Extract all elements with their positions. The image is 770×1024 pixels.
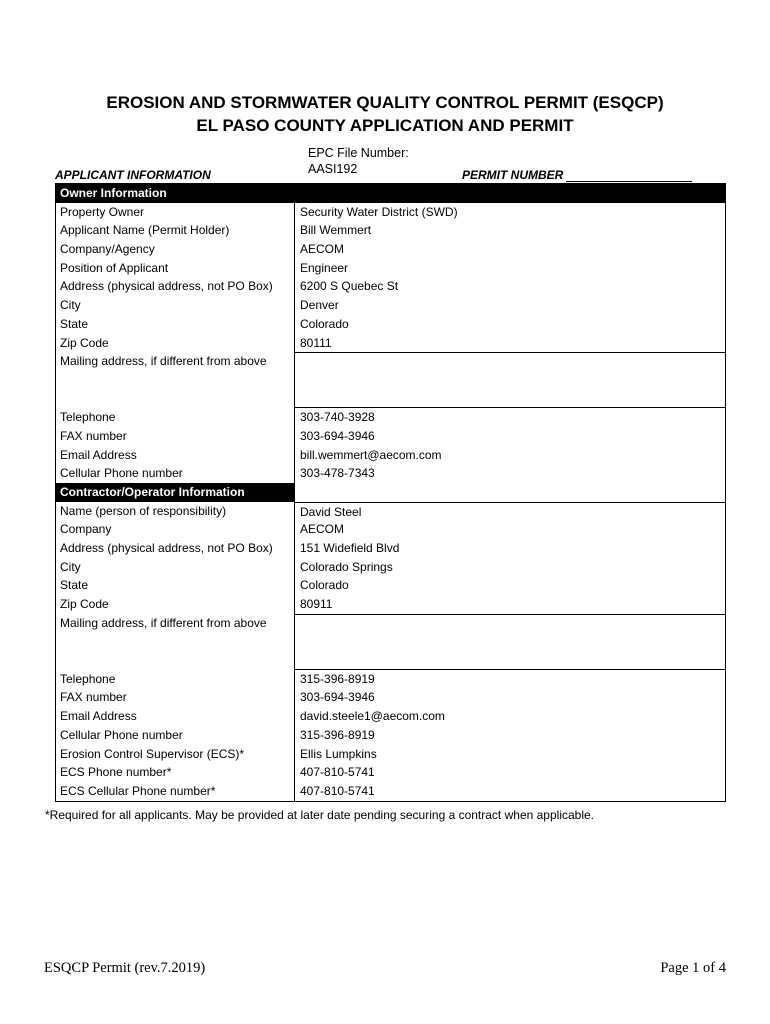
field-value: 303-478-7343 (300, 466, 375, 481)
form-row (56, 464, 725, 483)
form-row (56, 446, 725, 465)
field-value: 6200 S Quebec St (300, 279, 399, 294)
form-row (56, 277, 725, 296)
owner-mailing-value (295, 352, 725, 408)
form-row (56, 745, 725, 764)
contractor-section-header (56, 483, 725, 502)
field-label: Cellular Phone number (56, 464, 295, 483)
field-value: 80111 (300, 335, 332, 350)
contractor-section-fill (295, 483, 725, 502)
field-label: Mailing address, if different from above (56, 352, 295, 408)
field-label: Cellular Phone number (56, 726, 295, 745)
field-value: Colorado Springs (300, 559, 393, 574)
field-value: Bill Wemmert (300, 223, 372, 238)
owner-section-title: Owner Information (56, 184, 295, 203)
field-value: 303-740-3928 (300, 410, 375, 425)
field-value: 303-694-3946 (300, 428, 375, 443)
field-label: Telephone (56, 408, 295, 427)
field-label: Mailing address, if different from above (56, 614, 295, 670)
field-label: Position of Applicant (56, 259, 295, 278)
form-row (56, 315, 725, 334)
field-label: Company (56, 520, 295, 539)
required-footnote: *Required for all applicants. May be provided at later date pending securing a contract when applicable. (45, 808, 594, 822)
form-row (56, 595, 725, 614)
form-row (56, 296, 725, 315)
form-row (56, 221, 725, 240)
applicant-form-table (55, 183, 726, 802)
field-label: ECS Cellular Phone number* (56, 782, 295, 801)
footer-page-number: Page 1 of 4 (660, 960, 726, 976)
footer-revision: ESQCP Permit (rev.7.2019) (44, 960, 206, 976)
document-subtitle: EL PASO COUNTY APPLICATION AND PERMIT (196, 116, 574, 135)
form-row (56, 539, 725, 558)
owner-section-header (56, 184, 725, 203)
form-row (56, 334, 725, 353)
field-value: Security Water District (SWD) (300, 204, 458, 219)
field-value: 315-396-8919 (300, 671, 375, 686)
epc-file-number-value: AASI192 (308, 162, 358, 176)
epc-file-number-label: EPC File Number: (308, 146, 409, 160)
field-label: Address (physical address, not PO Box) (56, 539, 295, 558)
field-label: FAX number (56, 688, 295, 707)
field-label: Company/Agency (56, 240, 295, 259)
field-label: Zip Code (56, 595, 295, 614)
field-value: 315-396-8919 (300, 727, 375, 742)
field-value: Engineer (300, 260, 349, 275)
form-row (56, 408, 725, 427)
field-value: David Steel (295, 502, 725, 521)
field-value: Ellis Lumpkins (300, 746, 377, 761)
form-row (56, 726, 725, 745)
field-value: 80911 (300, 597, 333, 612)
contractor-mailing-row (56, 614, 725, 670)
permit-number-label: PERMIT NUMBER (462, 168, 564, 182)
permit-number-blank (566, 171, 692, 182)
field-label: Name (person of responsibility) (56, 502, 295, 521)
field-value: Denver (300, 298, 339, 313)
field-value: 303-694-3946 (300, 690, 375, 705)
form-row (56, 502, 725, 521)
field-label: ECS Phone number* (56, 763, 295, 782)
field-label: Zip Code (56, 334, 295, 353)
form-row (56, 576, 725, 595)
owner-mailing-row (56, 352, 725, 408)
contractor-section-title: Contractor/Operator Information (56, 483, 295, 502)
applicant-information-heading: APPLICANT INFORMATION (55, 168, 211, 182)
field-value: 407-810-5741 (300, 765, 375, 780)
form-row (56, 520, 725, 539)
field-label: City (56, 296, 295, 315)
form-row (56, 707, 725, 726)
form-row (56, 763, 725, 782)
field-value: david.steele1@aecom.com (300, 709, 445, 724)
document-title: EROSION AND STORMWATER QUALITY CONTROL PERMIT (ESQCP) (106, 93, 664, 112)
form-row (56, 558, 725, 577)
field-value: Colorado (300, 578, 349, 593)
form-row (56, 688, 725, 707)
form-row (56, 670, 725, 689)
field-value: 407-810-5741 (300, 783, 375, 798)
field-label: Email Address (56, 446, 295, 465)
field-label: Applicant Name (Permit Holder) (56, 221, 295, 240)
form-row (56, 427, 725, 446)
field-label: Address (physical address, not PO Box) (56, 277, 295, 296)
field-label: State (56, 315, 295, 334)
owner-section-fill (295, 184, 725, 203)
form-row (56, 240, 725, 259)
field-label: State (56, 576, 295, 595)
field-value: Colorado (300, 316, 349, 331)
contractor-mailing-value (295, 614, 725, 670)
field-label: Telephone (56, 670, 295, 689)
field-value: 151 Widefield Blvd (300, 541, 400, 555)
permit-number-field (462, 168, 692, 182)
form-row (56, 203, 725, 222)
field-label: Property Owner (56, 203, 295, 222)
field-value: AECOM (300, 242, 345, 257)
field-label: FAX number (56, 427, 295, 446)
form-row (56, 259, 725, 278)
field-label: City (56, 558, 295, 577)
field-value: bill.wemmert@aecom.com (300, 447, 442, 462)
field-label: Email Address (56, 707, 295, 726)
field-value: AECOM (300, 522, 345, 537)
form-row (56, 782, 725, 801)
field-label: Erosion Control Supervisor (ECS)* (56, 745, 295, 764)
